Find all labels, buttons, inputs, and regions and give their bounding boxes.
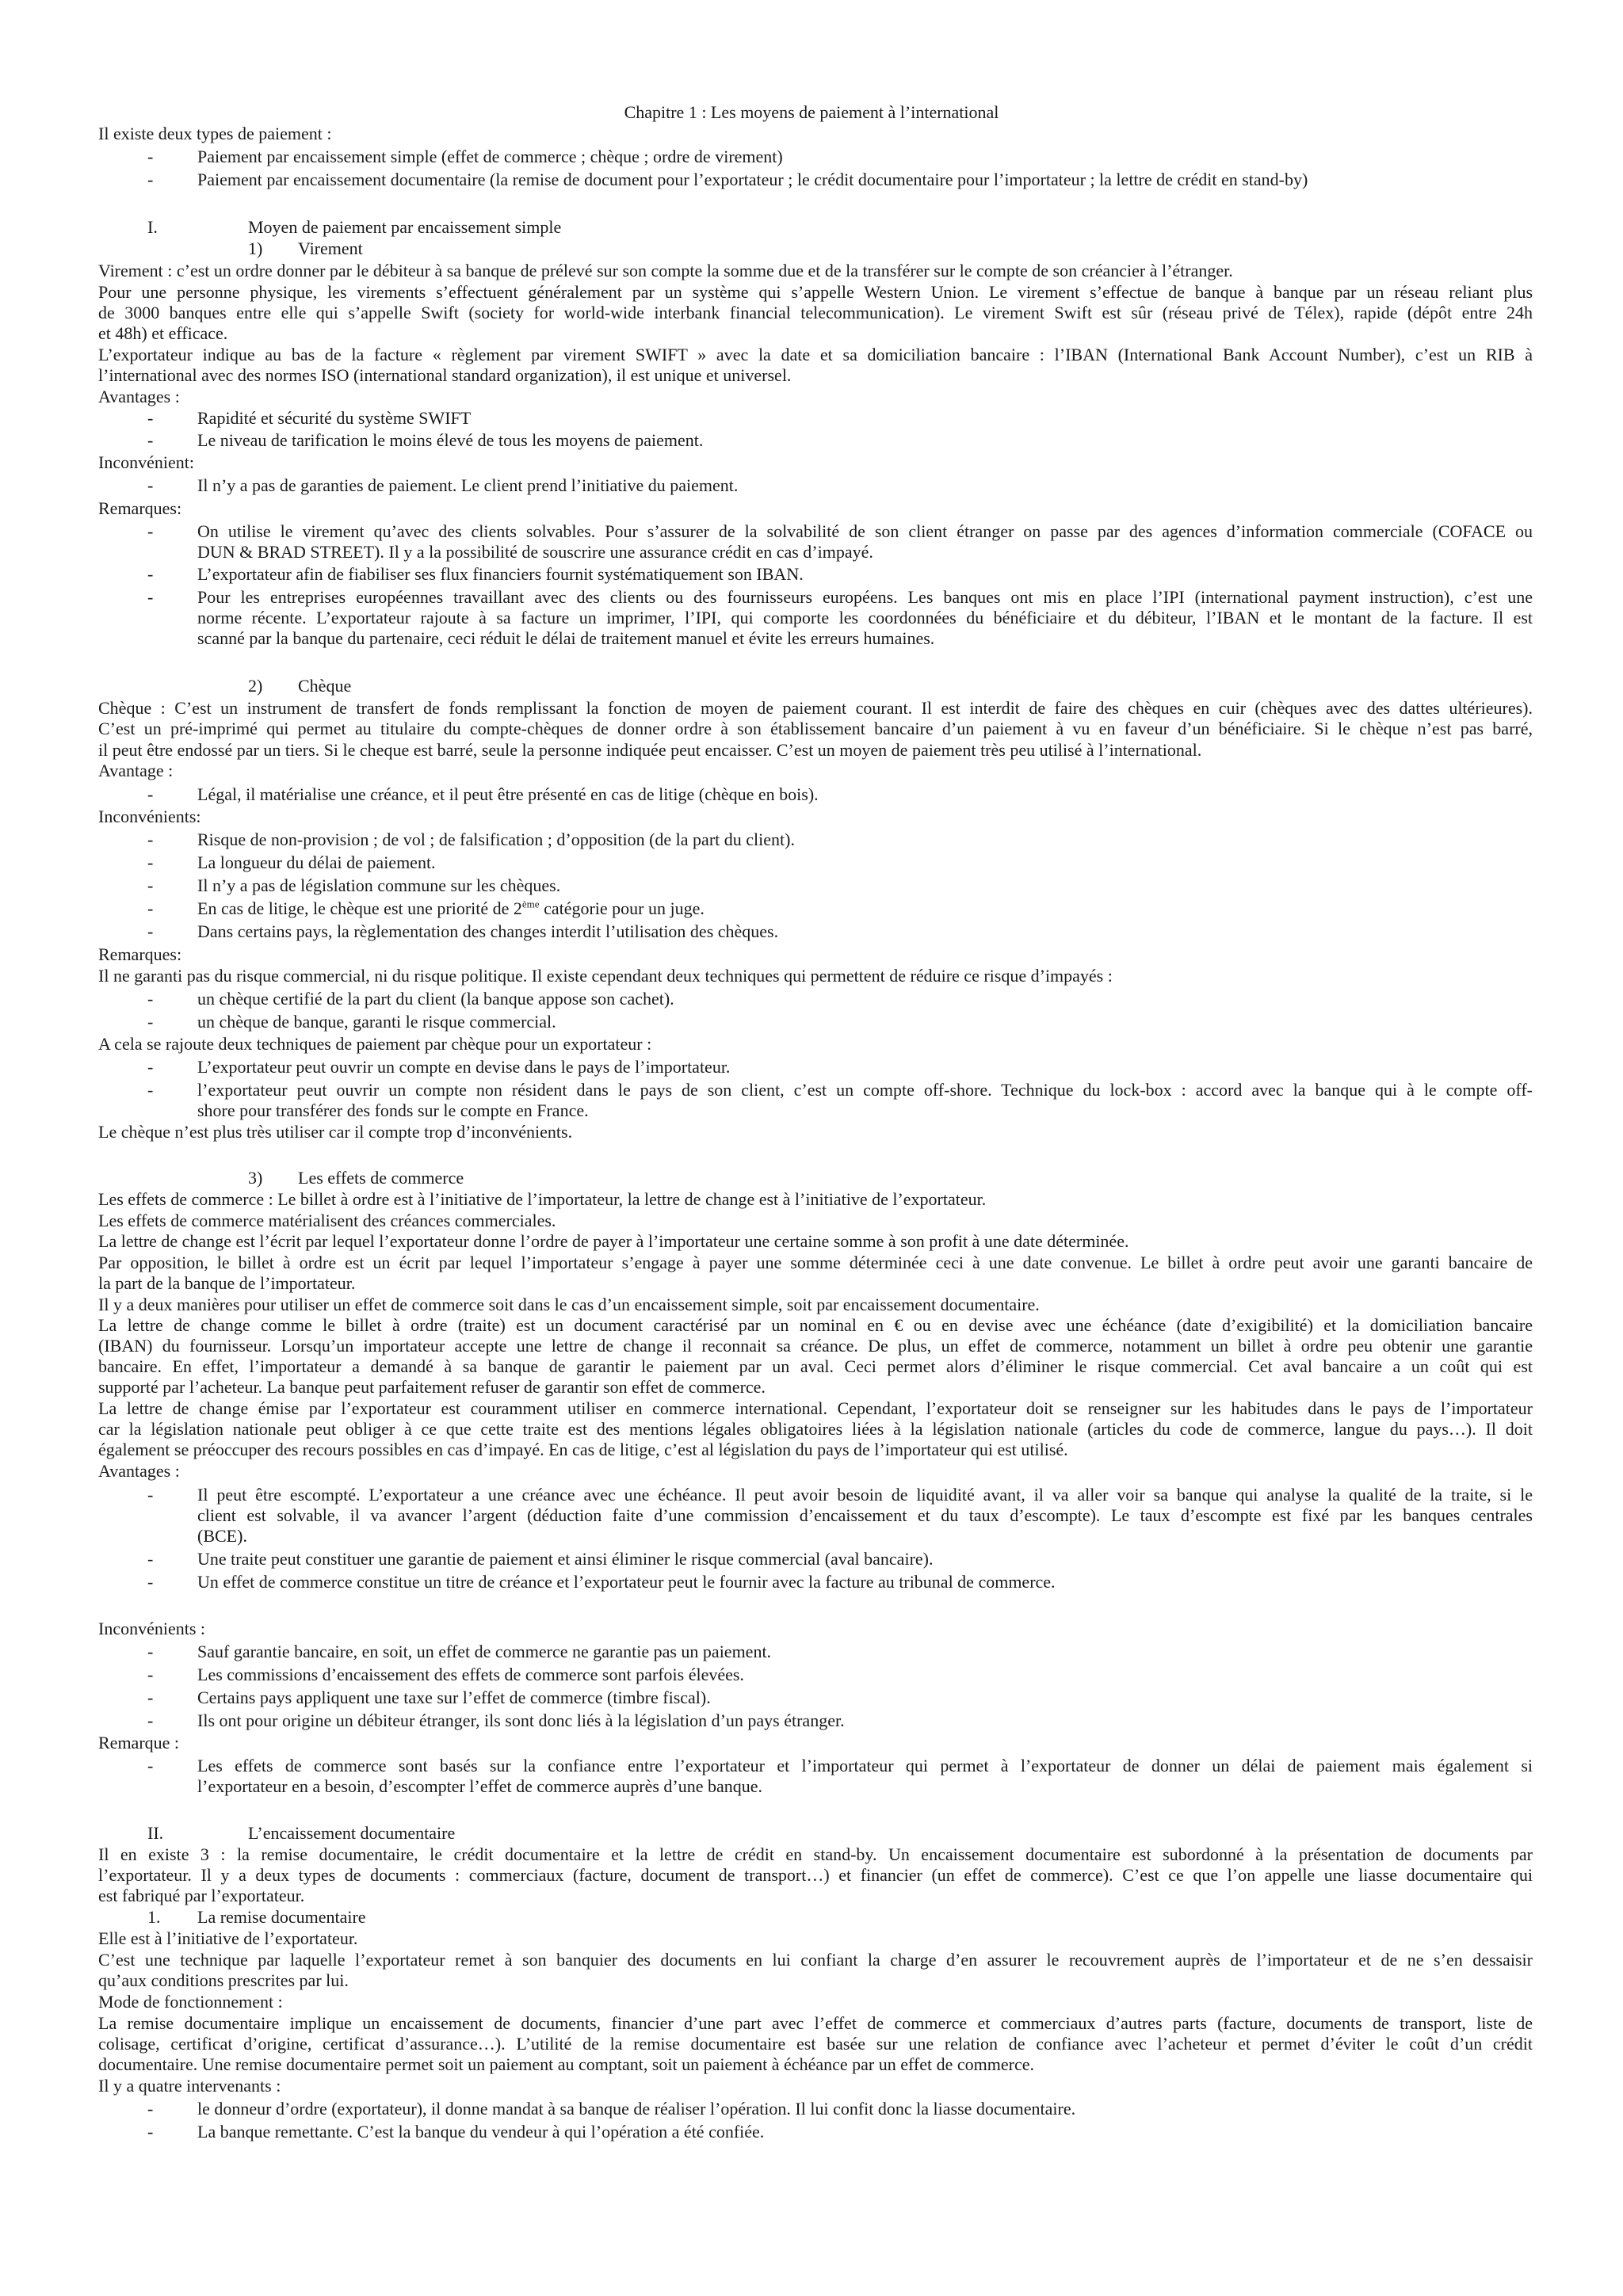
bullet-dash: -: [147, 1080, 154, 1100]
paragraph-line: est fabriqué par l’exportateur.: [98, 1886, 305, 1905]
bullet-dash: -: [147, 1642, 154, 1661]
bullet-dash: -: [147, 1688, 154, 1707]
list-item: DUN & BRAD STREET). Il y a la possibilité de souscrire une assurance crédit en cas d’impayé.: [197, 542, 873, 562]
bullet-dash: -: [147, 170, 154, 189]
list-item: norme récente. L’exportateur rajoute à sa facture un imprimer, l’IPI, qui comporte les coordonnées du bénéficiaire et du débiteur, l’IBAN et le montant de la facture. Il est: [197, 608, 1533, 627]
paragraph-line: Les effets de commerce : Le billet à ordre est à l’initiative de l’importateur, la lettre de change est à l’initiative de l’exportateur.: [98, 1189, 987, 1209]
list-label: Inconvénients:: [98, 807, 201, 826]
list-label: Remarques:: [98, 498, 182, 518]
list-label: Remarques:: [98, 944, 182, 964]
paragraph-line: bancaire. En effet, l’importateur a demandé à sa banque de garantir le paiement par un aval. Ceci permet alors d’éliminer le risque commercial. Cet aval bancaire a un coût qui est: [98, 1356, 1533, 1376]
list-item: Une traite peut constituer une garantie de paiement et ainsi éliminer le risque commercial (aval bancaire).: [197, 1549, 934, 1569]
list-item-text: catégorie pour un juge.: [539, 898, 705, 918]
bullet-dash: -: [147, 147, 154, 166]
paragraph-line: également se préoccuper des recours possibles en cas d’impayé. En cas de litige, c’est al législation du pays de l’importateur qui est utilisé.: [98, 1440, 1068, 1459]
list-item: L’exportateur afin de fiabiliser ses flux financiers fournit systématiquement son IBAN.: [197, 564, 804, 584]
list-item: client est solvable, il va avancer l’argent (déduction faite d’une commission d’encaissement et du taux d’escompte). Le taux d’escompte est fixé par les banques centrales: [197, 1505, 1533, 1525]
bullet-dash: -: [147, 1012, 154, 1032]
list-item: shore pour transférer des fonds sur le compte en France.: [197, 1100, 589, 1120]
paragraph-line: Il en existe 3 : la remise documentaire, le crédit documentaire et la lettre de crédit en stand-by. Un encaissement documentaire est subordonné à la présentation de documents par: [98, 1844, 1533, 1864]
list-item: L’exportateur peut ouvrir un compte en devise dans le pays de l’importateur.: [197, 1057, 731, 1077]
paragraph-line: supporté par l’acheteur. La banque peut parfaitement refuser de garantir son effet de commerce.: [98, 1377, 766, 1397]
list-label: Avantage :: [98, 761, 174, 780]
paragraph-line: C’est un pré-imprimé qui permet au titulaire du compte-chèques de donner ordre à son établissement bancaire d’un paiement à vu en faveur d’un bénéficiaire. Si le chèque n’est pas barré,: [98, 719, 1533, 738]
list-item: Légal, il matérialise une créance, et il peut être présenté en cas de litige (chèque en bois).: [197, 784, 819, 804]
paragraph-line: Elle est à l’initiative de l’exportateur.: [98, 1928, 358, 1948]
bullet-dash: -: [147, 2099, 154, 2119]
paragraph-line: de 3000 banques entre elle qui s’appelle Swift (society for world-wide interbank financial telecommunication). Le virement Swift est sûr (réseau privé de Télex), rapide (dépôt entre 24h: [98, 303, 1533, 322]
bullet-dash: -: [147, 1057, 154, 1077]
section-number: I.: [147, 217, 158, 237]
list-item: un chèque de banque, garanti le risque commercial.: [197, 1012, 556, 1032]
bullet-dash: -: [147, 1665, 154, 1684]
subsection-number: 1.: [147, 1907, 161, 1927]
list-item: Risque de non-provision ; de vol ; de falsification ; d’opposition (de la part du client).: [197, 830, 795, 849]
list-label: Mode de fonctionnement :: [98, 1992, 283, 2012]
list-item: Rapidité et sécurité du système SWIFT: [197, 408, 472, 428]
list-item: l’exportateur en a besoin, d’escompter l’effet de commerce auprès d’une banque.: [197, 1776, 763, 1796]
paragraph-line: documentaire. Une remise documentaire permet soit un paiement au comptant, soit un paiement à échéance par un effet de commerce.: [98, 2054, 1034, 2074]
bullet-dash: -: [147, 430, 154, 450]
paragraph-line: La lettre de change comme le billet à ordre (traite) est un document caractérisé par un nominal en € ou en devise avec une échéance (date d’exigibilité) et la domiciliation bancaire: [98, 1315, 1533, 1335]
list-item: Il n’y a pas de législation commune sur les chèques.: [197, 875, 561, 895]
paragraph-line: A cela se rajoute deux techniques de paiement par chèque pour un exportateur :: [98, 1034, 652, 1054]
paragraph-line: Chèque : C’est un instrument de transfert de fonds remplissant la fonction de moyen de paiement courant. Il est interdit de faire des chèques en cuir (chèques avec des dattes ultérieures).: [98, 698, 1533, 718]
list-item: Sauf garantie bancaire, en soit, un effet de commerce ne garantie pas un paiement.: [197, 1642, 772, 1661]
list-item: Paiement par encaissement documentaire (la remise de document pour l’exportateur ; le crédit documentaire pour l’importateur ; la lettre de crédit en stand-by): [197, 170, 1308, 189]
superscript: ème: [521, 898, 540, 910]
list-item: scanné par la banque du partenaire, ceci réduit le délai de traitement manuel et évite les erreurs humaines.: [197, 628, 935, 648]
paragraph-line: l’international avec des normes ISO (international standard organization), il est unique et universel.: [98, 365, 792, 385]
page-title: Chapitre 1 : Les moyens de paiement à l’international: [624, 102, 999, 122]
paragraph-line: Il y a deux manières pour utiliser un effet de commerce soit dans le cas d’un encaissement simple, soit par encaissement documentaire.: [98, 1295, 1040, 1314]
paragraph-line: Par opposition, le billet à ordre est un écrit par lequel l’importateur s’engage à payer une somme déterminée ceci à une date convenue. Le billet à ordre peut avoir une garanti bancaire de: [98, 1253, 1533, 1272]
list-item: On utilise le virement qu’avec des clients solvables. Pour s’assurer de la solvabilité de son client étranger on passe par des agences d’information commerciale (COFACE ou: [197, 521, 1533, 541]
list-item: La longueur du délai de paiement.: [197, 852, 436, 872]
subsection-heading: Chèque: [298, 676, 352, 696]
subsection-number: 3): [248, 1168, 263, 1188]
bullet-dash: -: [147, 1485, 154, 1505]
list-label: Inconvénients :: [98, 1619, 206, 1638]
subsection-number: 2): [248, 676, 263, 696]
paragraph-line: Le chèque n’est plus très utiliser car il compte trop d’inconvénients.: [98, 1122, 573, 1142]
paragraph-line: Pour une personne physique, les virements s’effectuent généralement par un système qui s’appelle Western Union. Le virement s’effectue de banque à banque par un réseau reliant plus: [98, 282, 1533, 302]
subsection-number: 1): [248, 238, 263, 258]
bullet-dash: -: [147, 564, 154, 584]
list-item: Certains pays appliquent une taxe sur l’effet de commerce (timbre fiscal).: [197, 1688, 711, 1707]
bullet-dash: -: [147, 784, 154, 804]
paragraph-line: il peut être endossé par un tiers. Si le cheque est barré, seule la personne indiquée peut encaisser. C’est un moyen de paiement très peu utilisé à l’international.: [98, 740, 1202, 760]
list-item: Dans certains pays, la règlementation des changes interdit l’utilisation des chèques.: [197, 921, 779, 941]
intro-lead: Il existe deux types de paiement :: [98, 124, 332, 143]
paragraph-line: La lettre de change émise par l’exportateur est couramment utiliser en commerce international. Cependant, l’exportateur doit se renseigner sur les habitudes dans le pays de l’importateur: [98, 1398, 1533, 1418]
paragraph-line: la part de la banque de l’importateur.: [98, 1273, 356, 1293]
list-label: Inconvénient:: [98, 452, 194, 472]
bullet-dash: -: [147, 1711, 154, 1730]
section-heading: L’encaissement documentaire: [248, 1823, 456, 1843]
paragraph-line: Virement : c’est un ordre donner par le débiteur à sa banque de prélevé sur son compte la somme due et de la transférer sur le compte de son créancier à l’étranger.: [98, 261, 1233, 280]
subsection-heading: La remise documentaire: [197, 1907, 366, 1927]
bullet-dash: -: [147, 989, 154, 1009]
list-item: Pour les entreprises européennes travaillant avec des clients ou des fournisseurs européens. Les banques ont mis en place l’IPI (international payment instruction), c’est une: [197, 587, 1533, 607]
bullet-dash: -: [147, 2122, 154, 2142]
bullet-dash: -: [147, 587, 154, 607]
bullet-dash: -: [147, 1572, 154, 1592]
list-item: Un effet de commerce constitue un titre de créance et l’exportateur peut le fournir avec la facture au tribunal de commerce.: [197, 1572, 1056, 1592]
list-label: Remarque :: [98, 1733, 180, 1753]
list-item: Les effets de commerce sont basés sur la confiance entre l’exportateur et l’importateur qui permet à l’exportateur de donner un délai de paiement mais également si: [197, 1756, 1533, 1775]
subsection-heading: Les effets de commerce: [298, 1168, 464, 1188]
list-item: un chèque certifié de la part du client (la banque appose son cachet).: [197, 989, 674, 1009]
list-label: Avantages :: [98, 387, 180, 406]
bullet-dash: -: [147, 875, 154, 895]
paragraph-line: qu’aux conditions prescrites par lui.: [98, 1970, 349, 1990]
list-item: Le niveau de tarification le moins élevé de tous les moyens de paiement.: [197, 430, 704, 450]
list-item: Ils ont pour origine un débiteur étranger, ils sont donc liés à la législation d’un pays étranger.: [197, 1711, 845, 1730]
list-label: Avantages :: [98, 1461, 180, 1481]
list-item: le donneur d’ordre (exportateur), il donne mandat à sa banque de réaliser l’opération. Il lui confit donc la liasse documentaire.: [197, 2099, 1076, 2119]
paragraph-line: et 48h) et efficace.: [98, 323, 228, 343]
bullet-dash: -: [147, 852, 154, 872]
paragraph-line: La lettre de change est l’écrit par lequel l’exportateur donne l’ordre de payer à l’importateur une certaine somme à son profit à une date déterminée.: [98, 1231, 1129, 1251]
paragraph-line: (IBAN) du fournisseur. Lorsqu’un importateur accepte une lettre de change il reconnait sa créance. De plus, un effet de commerce, notamment un billet à ordre peu obtenir une garantie: [98, 1336, 1533, 1356]
paragraph-line: colisage, certificat d’origine, certificat d’assurance…). L’utilité de la remise documentaire est basée sur une relation de confiance avec l’acheteur et permet d’éviter le coût d’un crédit: [98, 2034, 1533, 2054]
bullet-dash: -: [147, 921, 154, 941]
list-item: Il peut être escompté. L’exportateur a une créance avec une échéance. Il peut avoir besoin de liquidité avant, il va aller voir sa banque qui analyse la qualité de la traite, si le: [197, 1485, 1533, 1505]
paragraph-line: Il ne garanti pas du risque commercial, ni du risque politique. Il existe cependant deux techniques qui permettent de réduire ce risque d’impayés :: [98, 966, 1113, 986]
section-number: II.: [147, 1823, 164, 1843]
list-item: Les commissions d’encaissement des effets de commerce sont parfois élevées.: [197, 1665, 744, 1684]
list-item: La banque remettante. C’est la banque du vendeur à qui l’opération a été confiée.: [197, 2122, 765, 2142]
paragraph-line: l’exportateur. Il y a deux types de documents : commerciaux (facture, document de transport…) et financier (un effet de commerce). C’est ce que l’on appelle une liasse documentaire qui: [98, 1865, 1533, 1885]
paragraph-line: car la législation nationale peut obliger à ce que cette traite est des mentions légales obligatoires liées à la législation nationale (articles du code de commerce, langue du pays…). Il doit: [98, 1419, 1533, 1439]
list-item: Il n’y a pas de garanties de paiement. Le client prend l’initiative du paiement.: [197, 475, 739, 495]
bullet-dash: -: [147, 830, 154, 849]
list-item: Paiement par encaissement simple (effet de commerce ; chèque ; ordre de virement): [197, 147, 783, 166]
paragraph-line: Les effets de commerce matérialisent des créances commerciales.: [98, 1211, 556, 1230]
section-heading: Moyen de paiement par encaissement simple: [248, 217, 562, 237]
bullet-dash: -: [147, 1756, 154, 1775]
list-item: [197, 898, 705, 919]
bullet-dash: -: [147, 475, 154, 495]
bullet-dash: -: [147, 521, 154, 541]
subsection-heading: Virement: [298, 238, 363, 258]
list-item: l’exportateur peut ouvrir un compte non résident dans le pays de son client, c’est un compte off-shore. Technique du lock-box : accord avec la banque qui à le compte off-: [197, 1080, 1533, 1100]
bullet-dash: -: [147, 898, 154, 918]
paragraph-line: L’exportateur indique au bas de la facture « règlement par virement SWIFT » avec la date et sa domiciliation bancaire : l’IBAN (International Bank Account Number), c’est un RIB à: [98, 345, 1533, 364]
bullet-dash: -: [147, 408, 154, 428]
paragraph-line: La remise documentaire implique un encaissement de documents, financier d’une part avec l’effet de commerce et commerciaux d’autres parts (facture, documents de transport, liste de: [98, 2013, 1533, 2033]
list-label: Il y a quatre intervenants :: [98, 2076, 281, 2096]
paragraph-line: C’est une technique par laquelle l’exportateur remet à son banquier des documents en lui confiant la charge d’en assurer le recouvrement auprès de l’importateur et de ne s’en dessaisir: [98, 1950, 1533, 1970]
bullet-dash: -: [147, 1549, 154, 1569]
list-item-text: En cas de litige, le chèque est une priorité de 2: [197, 898, 522, 918]
list-item: (BCE).: [197, 1526, 247, 1546]
